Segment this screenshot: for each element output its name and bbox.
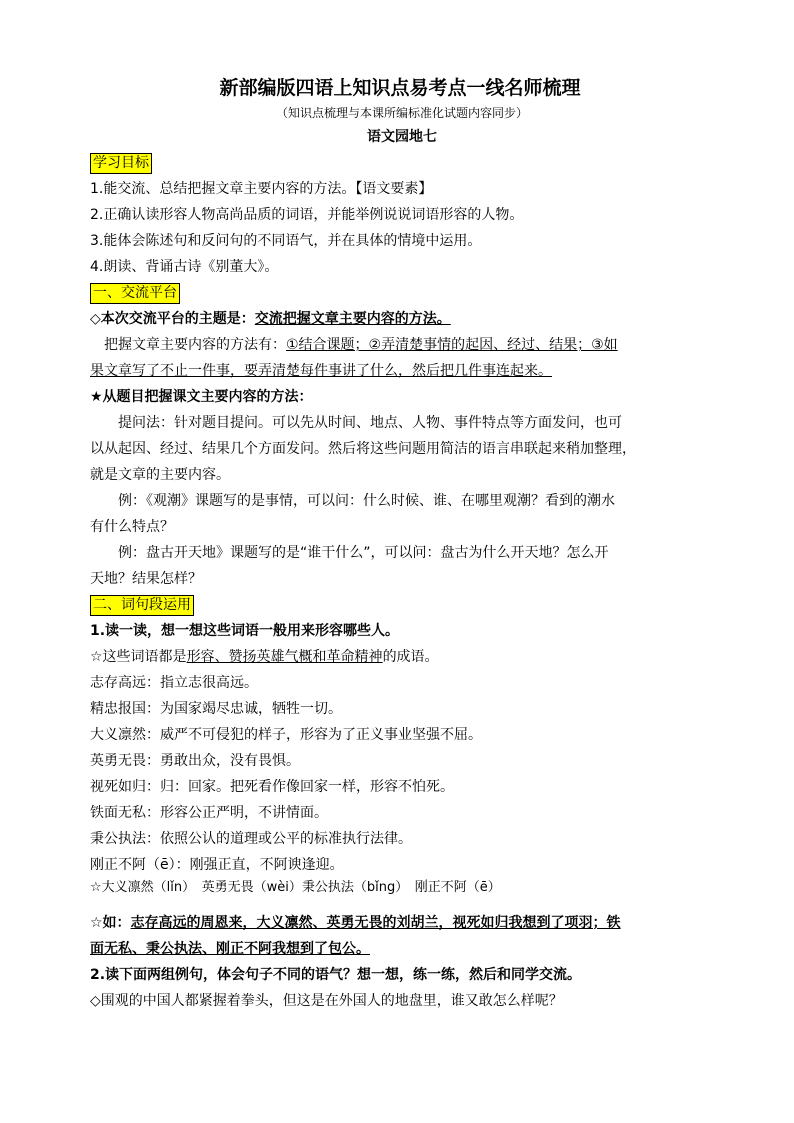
ask-line-1: 提问法：针对题目提问。可以先从时间、地点、人物、事件特点等方面发问，也可 <box>118 415 622 431</box>
goals-section <box>90 150 704 280</box>
theme-prefix: ◇本次交流平台的主题是： <box>90 311 255 327</box>
example2-line-1: 例：盘古开天地》课题写的是“谁干什么”，可以问：盘古为什么开天地？怎么开 <box>118 545 609 561</box>
intro-suffix: 的成语。 <box>382 649 439 665</box>
section2-tag: 二、词句段运用 <box>90 595 194 616</box>
term-item: 刚正不阿（ē）：刚强正直，不阿谀逢迎。 <box>90 857 344 873</box>
goal-item: 2.正确认读形容人物高尚品质的词语，并能举例说说词语形容的人物。 <box>90 207 524 223</box>
goals-tag: 学习目标 <box>90 153 152 174</box>
example-line-2: 面无私、秉公执法、刚正不阿我想到了包公。 <box>90 941 370 957</box>
goal-item: 1.能交流、总结把握文章主要内容的方法。【语文要素】 <box>90 181 433 197</box>
goal-item: 3.能体会陈述句和反问句的不同语气，并在具体的情境中运用。 <box>90 233 482 249</box>
ask-line-3: 就是文章的主要内容。 <box>90 467 230 483</box>
term-item: 铁面无私：形容公正严明，不讲情面。 <box>90 805 328 821</box>
pinyin-line: ☆大义凛然（lǐn） 英勇无畏（wèi）秉公执法（bǐng） 刚正不阿（ē） <box>90 880 501 895</box>
example-text-1: 志存高远的周恩来，大义凛然、英勇无畏的刘胡兰，视死如归我想到了项羽；铁 <box>130 915 621 931</box>
section1-theme <box>90 306 704 332</box>
star-heading: ★从题目把握课文主要内容的方法： <box>90 389 313 405</box>
example1-line-1: 例：《观潮》课题写的是事情，可以问：什么时候、谁、在哪里观潮？看到的潮水 <box>118 493 615 509</box>
words-intro <box>90 644 704 670</box>
term-item: 志存高远：指立志很高远。 <box>90 675 258 691</box>
theme-value: 交流把握文章主要内容的方法。 <box>254 311 451 327</box>
term-item: 英勇无畏：勇敢出众，没有畏惧。 <box>90 753 300 769</box>
methods-line-2: 果文章写了不止一件事，要弄清楚每件事讲了什么，然后把几件事连起来。 <box>90 363 552 379</box>
section-exchange <box>90 280 704 592</box>
example2-line-2: 天地？结果怎样？ <box>90 571 202 587</box>
document-page <box>90 74 704 1014</box>
methods-text-1: ①结合课题；②弄清楚事情的起因、经过、结果；③如 <box>286 337 618 353</box>
methods-line-1 <box>90 332 704 358</box>
section1-tag: 一、交流平台 <box>90 283 180 304</box>
goal-item: 4.朗读、背诵古诗《别董大》。 <box>90 259 279 275</box>
example-line-1 <box>90 910 704 936</box>
question-1: 1.读一读，想一想这些词语一般用来形容哪些人。 <box>90 623 400 639</box>
term-item: 视死如归：归：回家。把死看作像回家一样，形容不怕死。 <box>90 779 454 795</box>
term-item: 秉公执法：依照公认的道理或公平的标准执行法律。 <box>90 831 412 847</box>
page-title: 新部编版四语上知识点易考点一线名师梳理 <box>219 77 581 99</box>
intro-prefix: ☆这些词语都是 <box>90 649 187 665</box>
lesson-title: 语文园地七 <box>367 129 437 145</box>
intro-underlined: 形容、赞扬英雄气概和革命精神 <box>186 649 383 665</box>
page-subtitle: （知识点梳理与本课所编标准化试题内容同步） <box>275 106 528 120</box>
term-item: 大义凛然：威严不可侵犯的样子，形容为了正义事业坚强不屈。 <box>90 727 482 743</box>
example-prefix: ☆如： <box>90 915 131 931</box>
question-2: 2.读下面两组例句，体会句子不同的语气？想一想，练一练，然后和同学交流。 <box>90 967 582 983</box>
methods-prefix: 把握文章主要内容的方法有： <box>104 337 286 353</box>
example1-line-2: 有什么特点？ <box>90 519 174 535</box>
section-words <box>90 592 704 1014</box>
question-2-sentence: ◇围观的中国人都紧握着拳头，但这是在外国人的地盘里，谁又敢怎么样呢？ <box>90 993 563 1009</box>
ask-line-2: 以从起因、经过、结果几个方面发问。然后将这些问题用简洁的语言串联起来稍加整理， <box>90 441 636 457</box>
term-item: 精忠报国：为国家竭尽忠诚，牺牲一切。 <box>90 701 342 717</box>
